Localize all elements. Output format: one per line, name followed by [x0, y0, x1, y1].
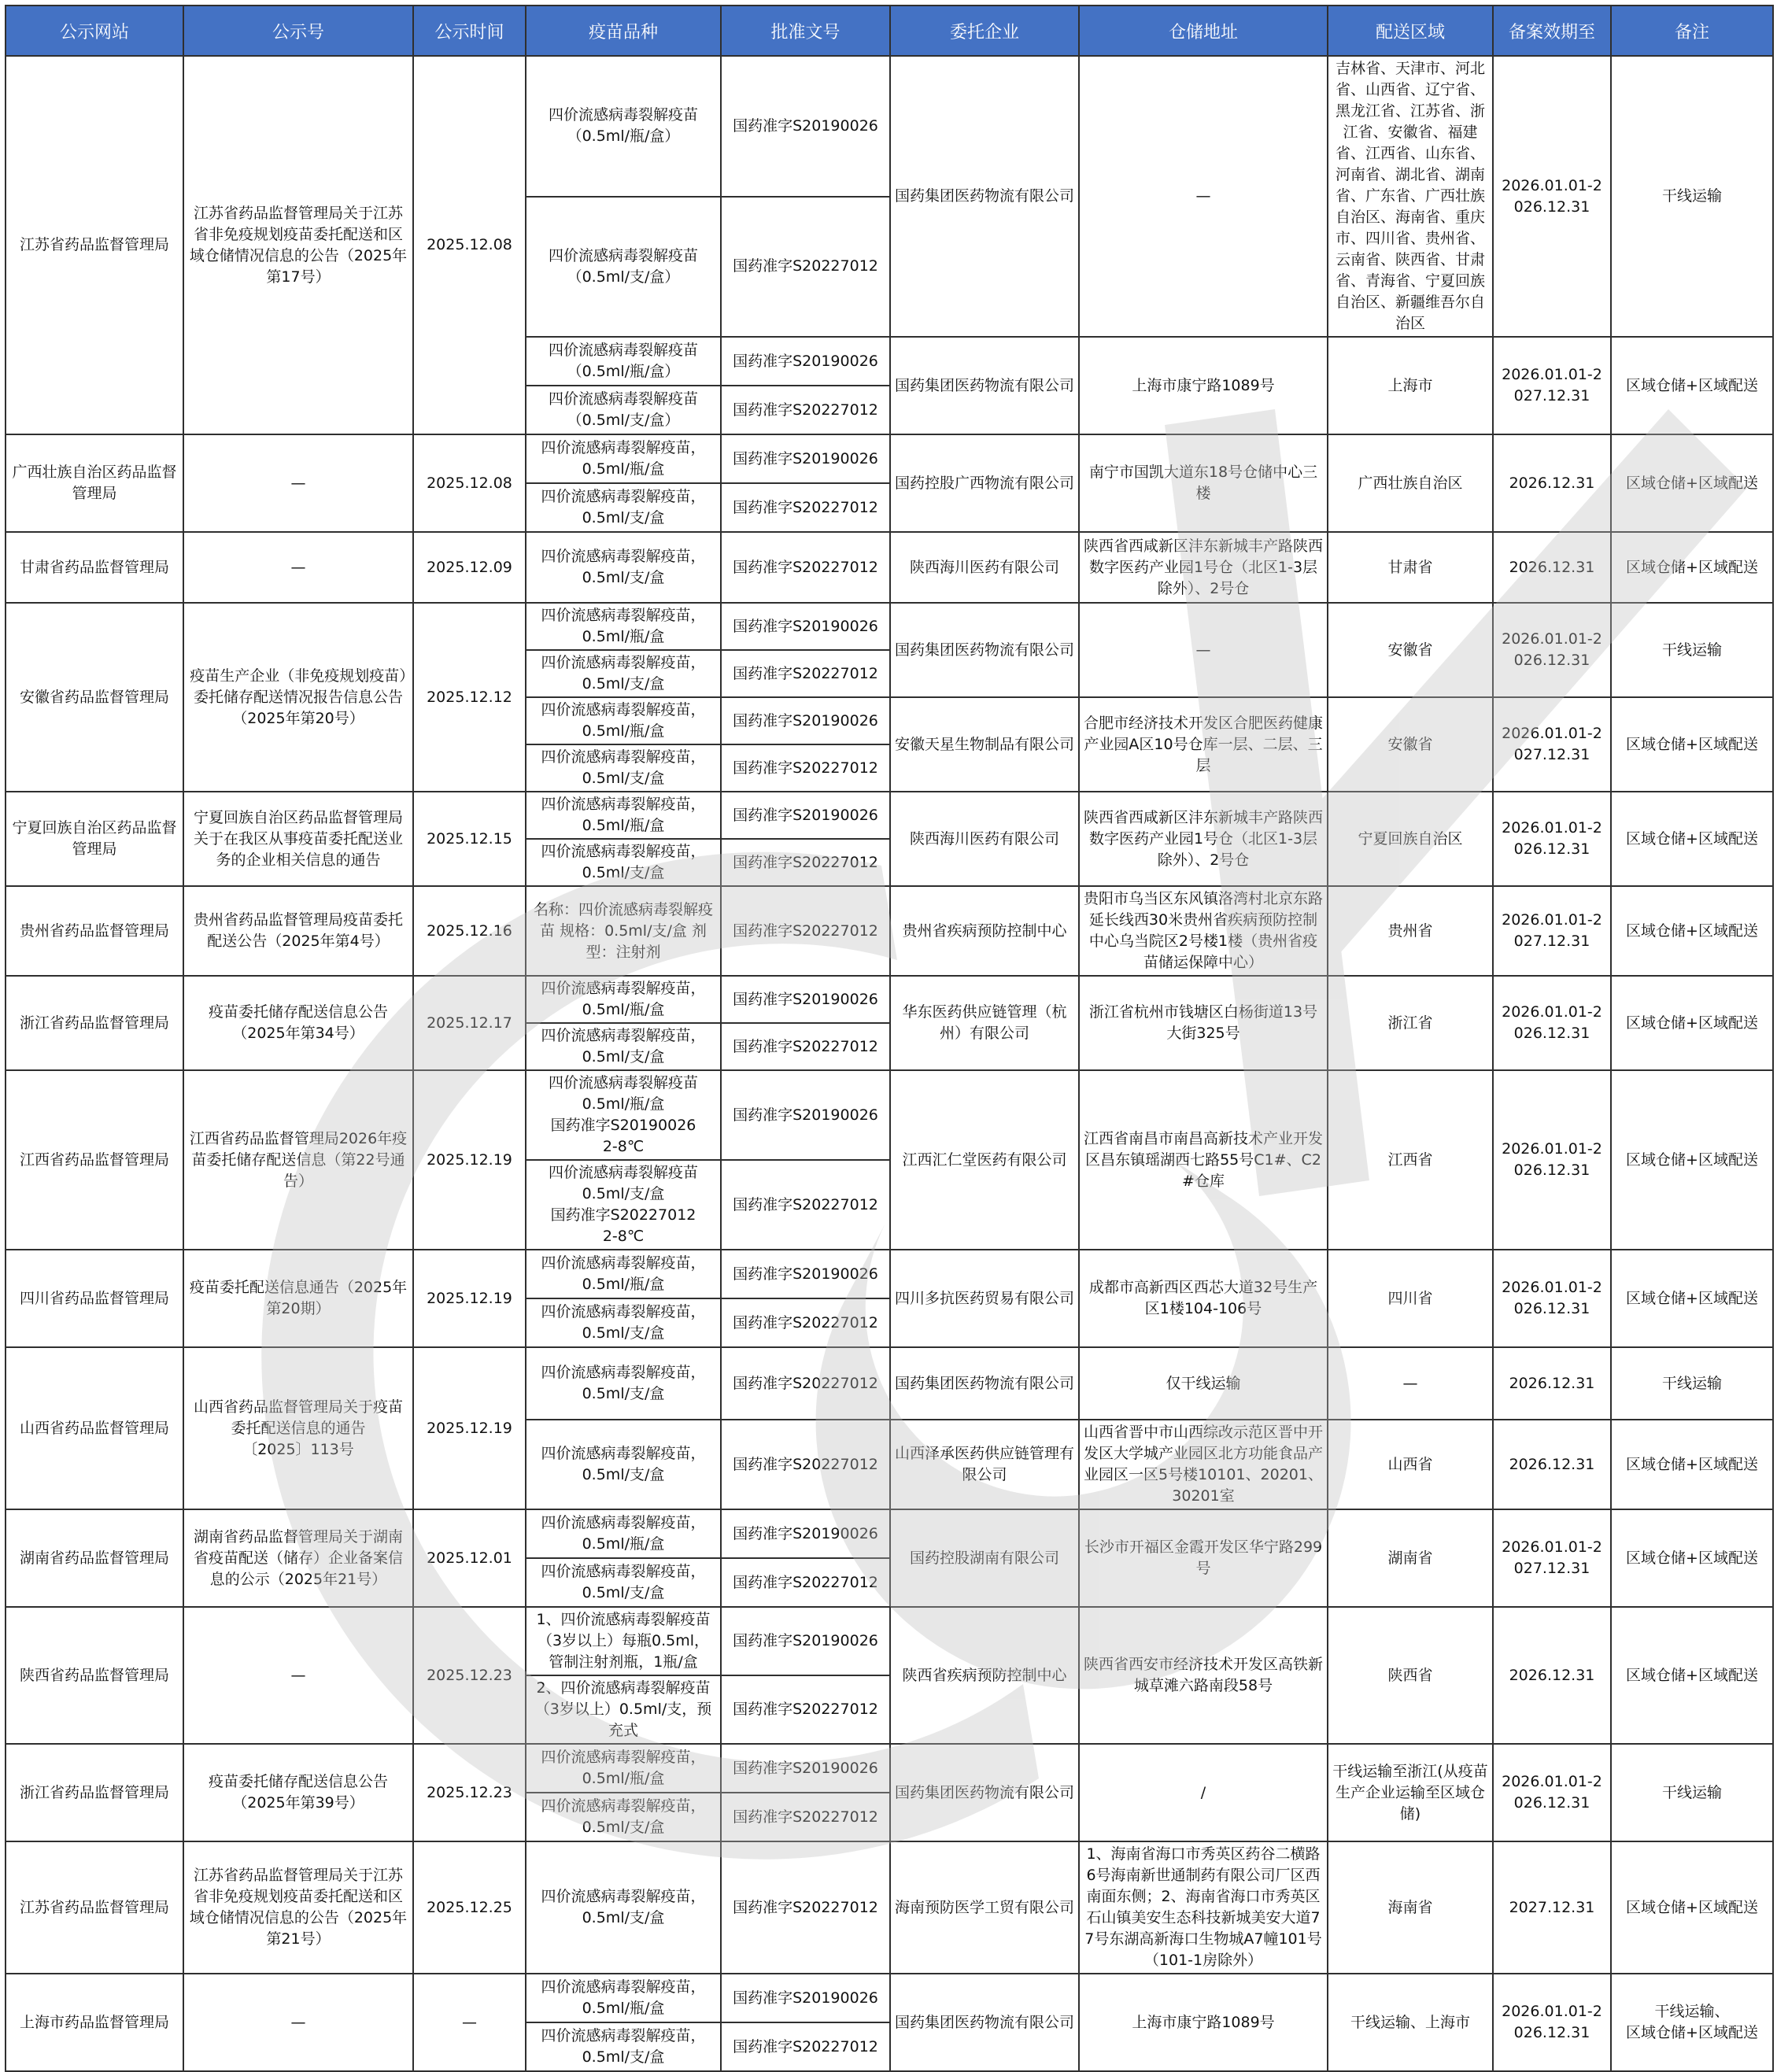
cell-address: 江西省南昌市南昌高新技术产业开发区昌东镇瑶湖西七路55号C1#、C2#仓库 — [1079, 1070, 1328, 1250]
table-row — [6, 532, 1773, 603]
cell-company: 四川多抗医药贸易有限公司 — [890, 1250, 1079, 1347]
cell-site: 贵州省药品监督管理局 — [6, 886, 183, 976]
cell-approval: 国药准字S20190026 — [721, 697, 890, 744]
cell-company: 国药控股湖南有限公司 — [890, 1509, 1079, 1607]
cell-address: — — [1079, 56, 1328, 337]
cell-address: 陕西省西咸新区沣东新城丰产路陕西数字医药产业园1号仓（北区1-3层除外）、2号仓 — [1079, 532, 1328, 603]
cell-region: 干线运输至浙江(从疫苗生产企业运输至区域仓储) — [1328, 1744, 1493, 1841]
cell-validity: 2026.01.01-2026.12.31 — [1493, 56, 1611, 337]
cell-site: 浙江省药品监督管理局 — [6, 976, 183, 1070]
header-approval: 批准文号 — [721, 6, 890, 56]
cell-approval: 国药准字S20227012 — [721, 1347, 890, 1420]
cell-approval: 国药准字S20227012 — [721, 1420, 890, 1509]
cell-date: 2025.12.15 — [413, 792, 526, 886]
cell-company: 贵州省疾病预防控制中心 — [890, 886, 1079, 976]
header-company: 委托企业 — [890, 6, 1079, 56]
cell-validity: 2026.12.31 — [1493, 1607, 1611, 1744]
cell-notice: 疫苗委托储存配送信息公告 （2025年第39号） — [183, 1744, 413, 1841]
cell-remark: 区域仓储+区域配送 — [1611, 1250, 1773, 1347]
cell-remark: 区域仓储+区域配送 — [1611, 434, 1773, 532]
cell-validity: 2026.01.01-2026.12.31 — [1493, 1070, 1611, 1250]
cell-company: 华东医药供应链管理（杭州）有限公司 — [890, 976, 1079, 1070]
cell-address: 陕西省西咸新区沣东新城丰产路陕西数字医药产业园1号仓（北区1-3层除外）、2号仓 — [1079, 792, 1328, 886]
cell-vaccine: 四价流感病毒裂解疫苗， 0.5ml/瓶/盒 — [526, 792, 721, 839]
cell-vaccine: 四价流感病毒裂解疫苗 0.5ml/瓶/盒 国药准字S20190026 2-8℃ — [526, 1070, 721, 1160]
cell-remark: 干线运输 — [1611, 603, 1773, 697]
cell-approval: 国药准字S20190026 — [721, 976, 890, 1023]
cell-approval: 国药准字S20227012 — [721, 650, 890, 697]
cell-vaccine: 四价流感病毒裂解疫苗， 0.5ml/支/盒 — [526, 744, 721, 792]
cell-notice: — — [183, 434, 413, 532]
cell-approval: 国药准字S20190026 — [721, 1509, 890, 1558]
cell-notice: 疫苗委托储存配送信息公告 （2025年第34号） — [183, 976, 413, 1070]
cell-date: 2025.12.19 — [413, 1070, 526, 1250]
cell-vaccine: 四价流感病毒裂解疫苗， 0.5ml/支/盒 — [526, 1793, 721, 1841]
cell-address: 仅干线运输 — [1079, 1347, 1328, 1420]
table-header-row — [6, 6, 1773, 56]
cell-region: 安徽省 — [1328, 603, 1493, 697]
header-validity: 备案效期至 — [1493, 6, 1611, 56]
cell-region: 海南省 — [1328, 1841, 1493, 1974]
cell-date: 2025.12.12 — [413, 603, 526, 792]
cell-approval: 国药准字S20227012 — [721, 1023, 890, 1070]
cell-site: 湖南省药品监督管理局 — [6, 1509, 183, 1607]
cell-company: 国药集团医药物流有限公司 — [890, 1347, 1079, 1420]
cell-vaccine: 四价流感病毒裂解疫苗 （0.5ml/瓶/盒） — [526, 56, 721, 197]
cell-region: 四川省 — [1328, 1250, 1493, 1347]
cell-remark: 区域仓储+区域配送 — [1611, 886, 1773, 976]
table-body — [6, 56, 1773, 2071]
cell-site: 四川省药品监督管理局 — [6, 1250, 183, 1347]
cell-approval: 国药准字S20190026 — [721, 1070, 890, 1160]
cell-site: 江苏省药品监督管理局 — [6, 56, 183, 434]
table-row — [6, 792, 1773, 839]
cell-vaccine: 四价流感病毒裂解疫苗， 0.5ml/瓶/盒 — [526, 434, 721, 483]
header-vaccine: 疫苗品种 — [526, 6, 721, 56]
cell-validity: 2026.12.31 — [1493, 532, 1611, 603]
cell-region: 上海市 — [1328, 337, 1493, 434]
cell-approval: 国药准字S20227012 — [721, 197, 890, 338]
table-row — [6, 886, 1773, 976]
cell-approval: 国药准字S20190026 — [721, 1744, 890, 1793]
cell-region: 贵州省 — [1328, 886, 1493, 976]
cell-approval: 国药准字S20190026 — [721, 1974, 890, 2022]
table-row — [6, 434, 1773, 483]
cell-validity: 2026.01.01-2027.12.31 — [1493, 886, 1611, 976]
cell-company: 国药集团医药物流有限公司 — [890, 1744, 1079, 1841]
cell-approval: 国药准字S20227012 — [721, 1841, 890, 1974]
cell-date: 2025.12.08 — [413, 56, 526, 434]
cell-validity: 2026.01.01-2026.12.31 — [1493, 976, 1611, 1070]
header-remark: 备注 — [1611, 6, 1773, 56]
cell-approval: 国药准字S20190026 — [721, 337, 890, 386]
cell-site: 浙江省药品监督管理局 — [6, 1744, 183, 1841]
cell-region: 甘肃省 — [1328, 532, 1493, 603]
cell-address: 山西省晋中市山西综改示范区晋中开发区大学城产业园区北方功能食品产业园区一区5号楼10101、20201、30201室 — [1079, 1420, 1328, 1509]
cell-notice: 山西省药品监督管理局关于疫苗委托配送信息的通告 〔2025〕113号 — [183, 1347, 413, 1509]
cell-region: 山西省 — [1328, 1420, 1493, 1509]
cell-approval: 国药准字S20227012 — [721, 386, 890, 434]
cell-vaccine: 四价流感病毒裂解疫苗， 0.5ml/支/盒 — [526, 650, 721, 697]
cell-remark: 区域仓储+区域配送 — [1611, 1420, 1773, 1509]
cell-date: 2025.12.25 — [413, 1841, 526, 1974]
cell-approval: 国药准字S20227012 — [721, 839, 890, 886]
cell-validity: 2026.01.01-2027.12.31 — [1493, 337, 1611, 434]
cell-vaccine: 四价流感病毒裂解疫苗 （0.5ml/支/盒） — [526, 386, 721, 434]
cell-remark: 区域仓储+区域配送 — [1611, 532, 1773, 603]
cell-approval: 国药准字S20227012 — [721, 532, 890, 603]
cell-validity: 2027.12.31 — [1493, 1841, 1611, 1974]
cell-approval: 国药准字S20190026 — [721, 56, 890, 197]
cell-region: 宁夏回族自治区 — [1328, 792, 1493, 886]
cell-notice: — — [183, 1607, 413, 1744]
cell-region: — — [1328, 1347, 1493, 1420]
cell-region: 陕西省 — [1328, 1607, 1493, 1744]
table-row — [6, 1509, 1773, 1558]
cell-address: 南宁市国凯大道东18号仓储中心三楼 — [1079, 434, 1328, 532]
cell-approval: 国药准字S20227012 — [721, 744, 890, 792]
cell-vaccine: 四价流感病毒裂解疫苗 （0.5ml/瓶/盒） — [526, 337, 721, 386]
cell-vaccine: 四价流感病毒裂解疫苗， 0.5ml/支/盒 — [526, 1558, 721, 1607]
cell-vaccine: 四价流感病毒裂解疫苗， 0.5ml/支/盒 — [526, 2022, 721, 2071]
cell-approval: 国药准字S20190026 — [721, 434, 890, 483]
cell-approval: 国药准字S20227012 — [721, 1160, 890, 1250]
cell-vaccine: 四价流感病毒裂解疫苗， 0.5ml/瓶/盒 — [526, 697, 721, 744]
header-date: 公示时间 — [413, 6, 526, 56]
cell-date: 2025.12.23 — [413, 1607, 526, 1744]
cell-date: 2025.12.08 — [413, 434, 526, 532]
cell-notice: 湖南省药品监督管理局关于湖南省疫苗配送（储存）企业备案信息的公示（2025年21号） — [183, 1509, 413, 1607]
cell-validity: 2026.01.01-2026.12.31 — [1493, 1744, 1611, 1841]
cell-notice: — — [183, 532, 413, 603]
cell-vaccine: 四价流感病毒裂解疫苗， 0.5ml/瓶/盒 — [526, 976, 721, 1023]
cell-region: 安徽省 — [1328, 697, 1493, 792]
table-row — [6, 56, 1773, 197]
cell-region: 浙江省 — [1328, 976, 1493, 1070]
cell-address: 上海市康宁路1089号 — [1079, 337, 1328, 434]
cell-validity: 2026.01.01-2026.12.31 — [1493, 1250, 1611, 1347]
cell-approval: 国药准字S20190026 — [721, 1250, 890, 1298]
cell-approval: 国药准字S20227012 — [721, 1298, 890, 1347]
cell-remark: 区域仓储+区域配送 — [1611, 1509, 1773, 1607]
cell-site: 宁夏回族自治区药品监督管理局 — [6, 792, 183, 886]
cell-date: 2025.12.17 — [413, 976, 526, 1070]
cell-remark: 区域仓储+区域配送 — [1611, 792, 1773, 886]
cell-address: 上海市康宁路1089号 — [1079, 1974, 1328, 2071]
cell-remark: 干线运输、 区域仓储+区域配送 — [1611, 1974, 1773, 2071]
table-row — [6, 1841, 1773, 1974]
cell-address: 成都市高新西区西芯大道32号生产区1楼104-106号 — [1079, 1250, 1328, 1347]
cell-validity: 2026.12.31 — [1493, 434, 1611, 532]
cell-notice: 疫苗生产企业（非免疫规划疫苗）委托储存配送情况报告信息公告（2025年第20号） — [183, 603, 413, 792]
cell-site: 江西省药品监督管理局 — [6, 1070, 183, 1250]
vaccine-delivery-table — [5, 5, 1774, 2072]
cell-vaccine: 四价流感病毒裂解疫苗， 0.5ml/瓶/盒 — [526, 1250, 721, 1298]
cell-company: 陕西省疾病预防控制中心 — [890, 1607, 1079, 1744]
cell-approval: 国药准字S20190026 — [721, 792, 890, 839]
cell-address: / — [1079, 1744, 1328, 1841]
cell-date: 2025.12.01 — [413, 1509, 526, 1607]
cell-vaccine: 四价流感病毒裂解疫苗， 0.5ml/支/盒 — [526, 532, 721, 603]
cell-approval: 国药准字S20227012 — [721, 1558, 890, 1607]
cell-vaccine: 1、四价流感病毒裂解疫苗（3岁以上）每瓶0.5ml，管制注射剂瓶，1瓶/盒 — [526, 1607, 721, 1675]
cell-site: 陕西省药品监督管理局 — [6, 1607, 183, 1744]
cell-vaccine: 四价流感病毒裂解疫苗 0.5ml/支/盒 国药准字S20227012 2-8℃ — [526, 1160, 721, 1250]
header-site: 公示网站 — [6, 6, 183, 56]
cell-company: 国药集团医药物流有限公司 — [890, 603, 1079, 697]
cell-notice: 江西省药品监督管理局2026年疫苗委托储存配送信息（第22号通告） — [183, 1070, 413, 1250]
cell-company: 国药控股广西物流有限公司 — [890, 434, 1079, 532]
cell-address: 浙江省杭州市钱塘区白杨街道13号大街325号 — [1079, 976, 1328, 1070]
cell-vaccine: 四价流感病毒裂解疫苗， 0.5ml/支/盒 — [526, 1347, 721, 1420]
cell-vaccine: 四价流感病毒裂解疫苗， 0.5ml/瓶/盒 — [526, 603, 721, 650]
cell-approval: 国药准字S20227012 — [721, 483, 890, 532]
cell-validity: 2026.12.31 — [1493, 1347, 1611, 1420]
cell-notice: 江苏省药品监督管理局关于江苏省非免疫规划疫苗委托配送和区域仓储情况信息的公告（2025年第21号） — [183, 1841, 413, 1974]
cell-date: 2025.12.19 — [413, 1250, 526, 1347]
cell-vaccine: 四价流感病毒裂解疫苗， 0.5ml/支/盒 — [526, 1420, 721, 1509]
table-row — [6, 1974, 1773, 2022]
cell-approval: 国药准字S20227012 — [721, 2022, 890, 2071]
cell-remark: 干线运输 — [1611, 1347, 1773, 1420]
cell-vaccine: 四价流感病毒裂解疫苗， 0.5ml/支/盒 — [526, 1023, 721, 1070]
cell-date: 2025.12.16 — [413, 886, 526, 976]
table-row — [6, 1744, 1773, 1793]
cell-remark: 区域仓储+区域配送 — [1611, 697, 1773, 792]
cell-validity: 2026.12.31 — [1493, 1420, 1611, 1509]
cell-site: 安徽省药品监督管理局 — [6, 603, 183, 792]
cell-company: 江西汇仁堂医药有限公司 — [890, 1070, 1079, 1250]
cell-notice: 宁夏回族自治区药品监督管理局关于在我区从事疫苗委托配送业务的企业相关信息的通告 — [183, 792, 413, 886]
cell-notice: — — [183, 1974, 413, 2071]
header-region: 配送区域 — [1328, 6, 1493, 56]
cell-validity: 2026.01.01-2026.12.31 — [1493, 792, 1611, 886]
cell-remark: 区域仓储+区域配送 — [1611, 1607, 1773, 1744]
table-row — [6, 1607, 1773, 1675]
table-row — [6, 1070, 1773, 1160]
cell-vaccine: 四价流感病毒裂解疫苗， 0.5ml/支/盒 — [526, 1298, 721, 1347]
cell-region: 湖南省 — [1328, 1509, 1493, 1607]
cell-remark: 区域仓储+区域配送 — [1611, 1841, 1773, 1974]
cell-date: 2025.12.23 — [413, 1744, 526, 1841]
cell-company: 陕西海川医药有限公司 — [890, 792, 1079, 886]
cell-remark: 区域仓储+区域配送 — [1611, 337, 1773, 434]
cell-vaccine: 2、四价流感病毒裂解疫苗（3岁以上）0.5ml/支，预充式 — [526, 1675, 721, 1744]
cell-address: 陕西省西安市经济技术开发区高铁新城草滩六路南段58号 — [1079, 1607, 1328, 1744]
cell-site: 甘肃省药品监督管理局 — [6, 532, 183, 603]
cell-validity: 2026.01.01-2026.12.31 — [1493, 603, 1611, 697]
cell-validity: 2026.01.01-2027.12.31 — [1493, 697, 1611, 792]
cell-validity: 2026.01.01-2026.12.31 — [1493, 1974, 1611, 2071]
cell-notice: 贵州省药品监督管理局疫苗委托配送公告（2025年第4号） — [183, 886, 413, 976]
cell-validity: 2026.01.01-2027.12.31 — [1493, 1509, 1611, 1607]
cell-address: 合肥市经济技术开发区合肥医药健康产业园A区10号仓库一层、二层、三层 — [1079, 697, 1328, 792]
cell-vaccine: 四价流感病毒裂解疫苗， 0.5ml/瓶/盒 — [526, 1974, 721, 2022]
cell-approval: 国药准字S20190026 — [721, 603, 890, 650]
cell-vaccine: 四价流感病毒裂解疫苗， 0.5ml/支/盒 — [526, 483, 721, 532]
cell-remark: 干线运输 — [1611, 1744, 1773, 1841]
cell-company: 国药集团医药物流有限公司 — [890, 337, 1079, 434]
cell-notice: 江苏省药品监督管理局关于江苏省非免疫规划疫苗委托配送和区域仓储情况信息的公告（2025年第17号） — [183, 56, 413, 434]
cell-vaccine: 四价流感病毒裂解疫苗 （0.5ml/支/盒） — [526, 197, 721, 338]
cell-company: 国药集团医药物流有限公司 — [890, 56, 1079, 337]
cell-remark: 区域仓储+区域配送 — [1611, 1070, 1773, 1250]
cell-vaccine: 四价流感病毒裂解疫苗， 0.5ml/支/盒 — [526, 1841, 721, 1974]
cell-address: — — [1079, 603, 1328, 697]
cell-company: 安徽天星生物制品有限公司 — [890, 697, 1079, 792]
cell-company: 国药集团医药物流有限公司 — [890, 1974, 1079, 2071]
cell-region: 干线运输、上海市 — [1328, 1974, 1493, 2071]
header-address: 仓储地址 — [1079, 6, 1328, 56]
cell-region: 吉林省、天津市、河北省、山西省、辽宁省、黑龙江省、江苏省、浙江省、安徽省、福建省、江西省、山东省、河南省、湖北省、湖南省、广东省、广西壮族自治区、海南省、重庆市、四川省、贵州省、云南省、陕西省、甘肃省、青海省、宁夏回族自治区、新疆维吾尔自治区 — [1328, 56, 1493, 337]
cell-company: 山西泽承医药供应链管理有限公司 — [890, 1420, 1079, 1509]
cell-approval: 国药准字S20227012 — [721, 1675, 890, 1744]
table-row — [6, 603, 1773, 650]
cell-region: 江西省 — [1328, 1070, 1493, 1250]
cell-company: 陕西海川医药有限公司 — [890, 532, 1079, 603]
cell-vaccine: 四价流感病毒裂解疫苗， 0.5ml/瓶/盒 — [526, 1509, 721, 1558]
cell-notice: 疫苗委托配送信息通告（2025年第20期） — [183, 1250, 413, 1347]
cell-company: 海南预防医学工贸有限公司 — [890, 1841, 1079, 1974]
cell-date: — — [413, 1974, 526, 2071]
header-notice: 公示号 — [183, 6, 413, 56]
cell-date: 2025.12.09 — [413, 532, 526, 603]
cell-vaccine: 四价流感病毒裂解疫苗， 0.5ml/瓶/盒 — [526, 1744, 721, 1793]
cell-remark: 区域仓储+区域配送 — [1611, 976, 1773, 1070]
cell-site: 上海市药品监督管理局 — [6, 1974, 183, 2071]
cell-approval: 国药准字S20227012 — [721, 1793, 890, 1841]
cell-address: 1、海南省海口市秀英区药谷二横路6号海南新世通制药有限公司厂区西南面东侧；2、海南省海口市秀英区石山镇美安生态科技新城美安大道77号东湖高新海口生物城A7幢101号（101-1房除外） — [1079, 1841, 1328, 1974]
table-row — [6, 976, 1773, 1023]
cell-date: 2025.12.19 — [413, 1347, 526, 1509]
table-row — [6, 1250, 1773, 1298]
cell-address: 长沙市开福区金霞开发区华宁路299号 — [1079, 1509, 1328, 1607]
cell-site: 广西壮族自治区药品监督管理局 — [6, 434, 183, 532]
cell-address: 贵阳市乌当区东风镇洛湾村北京东路延长线西30米贵州省疾病预防控制中心乌当院区2号楼1楼（贵州省疫苗储运保障中心） — [1079, 886, 1328, 976]
cell-approval: 国药准字S20227012 — [721, 886, 890, 976]
cell-vaccine: 名称：四价流感病毒裂解疫苗 规格：0.5ml/支/盒 剂型：注射剂 — [526, 886, 721, 976]
cell-site: 江苏省药品监督管理局 — [6, 1841, 183, 1974]
cell-site: 山西省药品监督管理局 — [6, 1347, 183, 1509]
cell-remark: 干线运输 — [1611, 56, 1773, 337]
cell-approval: 国药准字S20190026 — [721, 1607, 890, 1675]
cell-vaccine: 四价流感病毒裂解疫苗， 0.5ml/支/盒 — [526, 839, 721, 886]
cell-region: 广西壮族自治区 — [1328, 434, 1493, 532]
table-row — [6, 1347, 1773, 1420]
